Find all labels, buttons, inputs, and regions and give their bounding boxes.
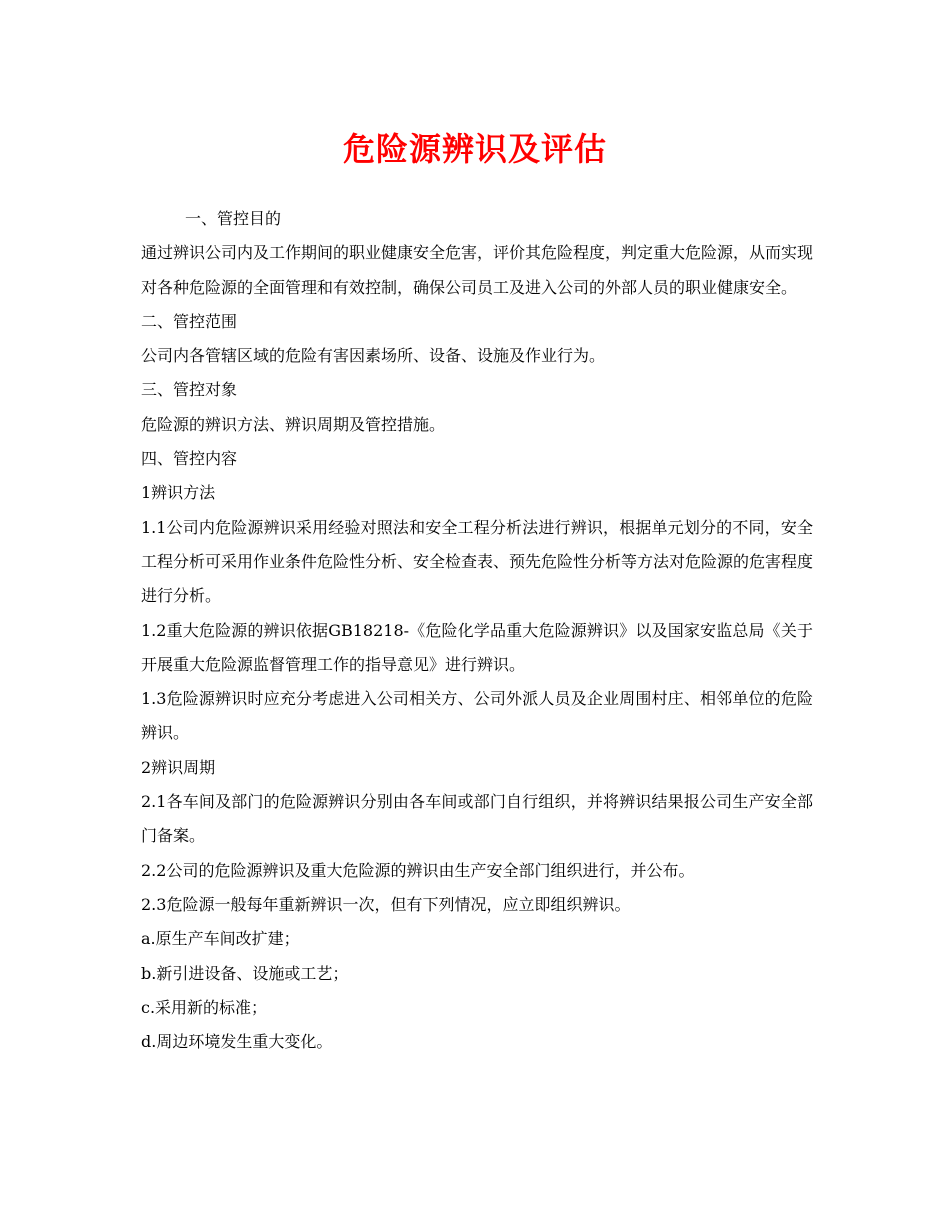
paragraph-1-1: 1.1公司内危险源辨识采用经验对照法和安全工程分析法进行辨识，根据单元划分的不同，安全工程分析可采用作业条件危险性分析、安全检查表、预先危险性分析等方法对危险源的危害程度进行分析。 xyxy=(141,517,814,606)
paragraph-purpose: 通过辨识公司内及工作期间的职业健康安全危害，评价其危险程度，判定重大危险源，从而实现对各种危险源的全面管理和有效控制，确保公司员工及进入公司的外部人员的职业健康安全。 xyxy=(141,243,814,297)
paragraph-1-3: 1.3危险源辨识时应充分考虑进入公司相关方、公司外派人员及企业周围村庄、相邻单位的危险辨识。 xyxy=(141,689,813,743)
section-heading-purpose: 一、管控目的 xyxy=(185,209,282,228)
paragraph-scope: 公司内各管辖区域的危险有害因素场所、设备、设施及作业行为。 xyxy=(141,346,606,366)
paragraph-objects: 危险源的辨识方法、辨识周期及管控措施。 xyxy=(141,414,446,434)
paragraph-2-1: 2.1各车间及部门的危险源辨识分别由各车间或部门自行组织，并将辨识结果报公司生产安全部门备案。 xyxy=(141,792,813,846)
document-title: 危险源辨识及评估 xyxy=(342,130,607,168)
list-item-b: b.新引进设备、设施或工艺； xyxy=(141,963,349,983)
list-item-a: a.原生产车间改扩建； xyxy=(141,929,300,949)
section-heading-content: 四、管控内容 xyxy=(141,449,238,469)
list-item-d: d.周边环境发生重大变化。 xyxy=(141,1032,333,1052)
section-heading-objects: 三、管控对象 xyxy=(141,380,238,400)
subheading-identification-method: 1辨识方法 xyxy=(141,483,216,503)
paragraph-1-2: 1.2重大危险源的辨识依据GB18218-《危险化学品重大危险源辨识》以及国家安监总局《关于开展重大危险源监督管理工作的指导意见》进行辨识。 xyxy=(141,620,813,674)
paragraph-2-2: 2.2公司的危险源辨识及重大危险源的辨识由生产安全部门组织进行，并公布。 xyxy=(141,860,695,880)
document-body xyxy=(141,202,813,1059)
list-item-c: c.采用新的标准； xyxy=(141,997,268,1017)
section-heading-scope: 二、管控范围 xyxy=(141,311,238,331)
subheading-identification-cycle: 2辨识周期 xyxy=(141,757,216,777)
paragraph-2-3: 2.3危险源一般每年重新辨识一次，但有下列情况，应立即组织辨识。 xyxy=(141,894,631,914)
